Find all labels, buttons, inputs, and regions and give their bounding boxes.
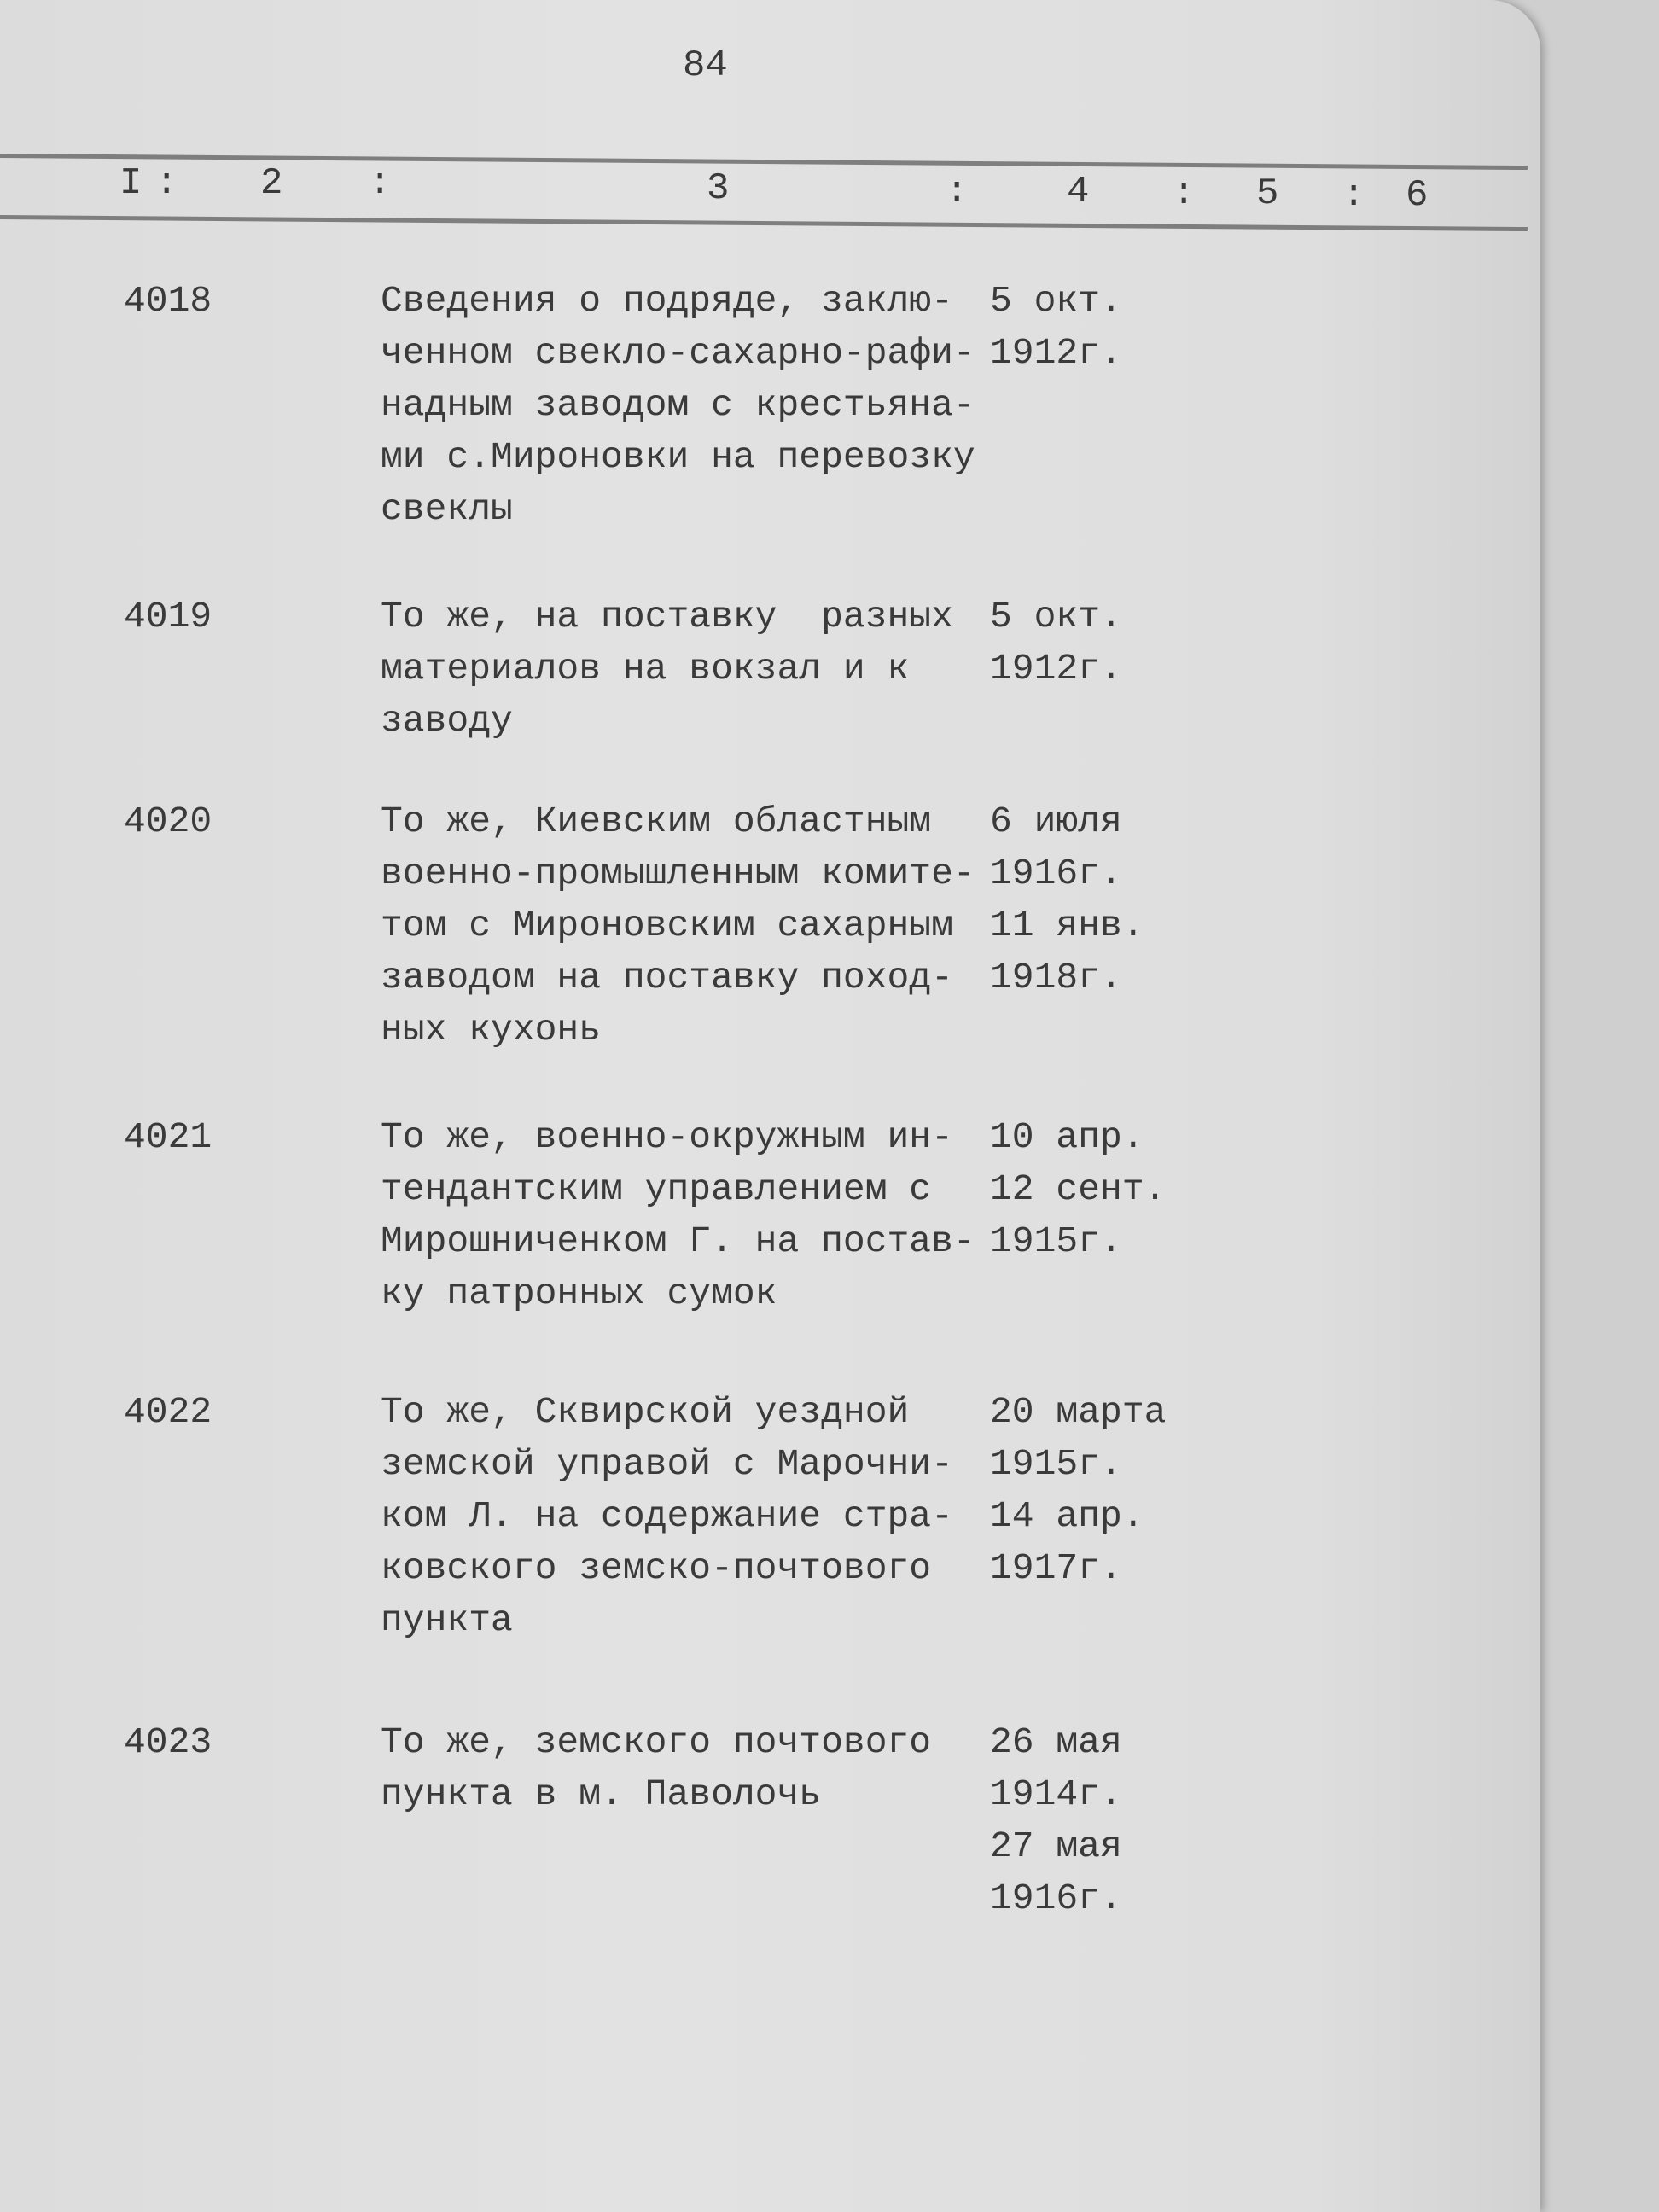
- entry-number: 4020: [124, 800, 212, 842]
- description-line: свеклы: [381, 488, 513, 530]
- date-line: 1912г.: [990, 648, 1122, 690]
- header-top-rule: [0, 154, 1528, 170]
- description-line: То же, Киевским областным: [381, 800, 932, 842]
- entry-dates: [990, 795, 1144, 1004]
- date-line: 1916г.: [990, 1877, 1122, 1919]
- description-line: материалов на вокзал и к: [381, 648, 910, 690]
- date-line: 10 апр.: [990, 1116, 1144, 1158]
- description-line: надным заводом с крестьяна-: [381, 384, 975, 426]
- description-line: заводу: [381, 700, 513, 742]
- column-header-2: 2: [260, 162, 283, 205]
- description-line: заводом на поставку поход-: [381, 957, 953, 998]
- date-line: 1912г.: [990, 332, 1122, 374]
- date-line: 6 июля: [990, 800, 1122, 842]
- description-line: пункта в м. Паволочь: [381, 1773, 822, 1815]
- entry-dates: [990, 1386, 1166, 1594]
- description-line: ком Л. на содержание стра-: [381, 1495, 953, 1537]
- description-line: ку патронных сумок: [381, 1272, 777, 1314]
- date-line: 5 окт.: [990, 596, 1122, 637]
- description-line: То же, земского почтового: [381, 1721, 932, 1763]
- entry-description: [381, 1111, 975, 1319]
- description-line: То же, Сквирской уездной: [381, 1391, 910, 1433]
- entry-number: 4019: [124, 596, 212, 637]
- description-line: военно-промышленным комите-: [381, 853, 975, 894]
- date-line: 27 мая: [990, 1825, 1122, 1867]
- description-line: тендантским управлением с: [381, 1168, 932, 1210]
- date-line: 1916г.: [990, 853, 1122, 894]
- date-line: 20 марта: [990, 1391, 1167, 1433]
- entry-description: [381, 1716, 931, 1820]
- column-header-3: 3: [707, 167, 730, 210]
- entry-dates: [990, 1111, 1166, 1267]
- description-line: том с Мироновским сахарным: [381, 905, 953, 946]
- entry-number: 4022: [124, 1391, 212, 1433]
- description-line: Мирошниченком Г. на постав-: [381, 1220, 975, 1262]
- description-line: ных кухонь: [381, 1009, 602, 1051]
- entry-description: [381, 795, 975, 1056]
- description-line: пункта: [381, 1599, 513, 1641]
- column-separator: :: [155, 162, 178, 205]
- column-header-5: 5: [1256, 172, 1279, 215]
- date-line: 1914г.: [990, 1773, 1122, 1815]
- date-line: 14 апр.: [990, 1495, 1144, 1537]
- date-line: 11 янв.: [990, 905, 1144, 946]
- column-separator: :: [369, 162, 392, 205]
- entry-description: [381, 1386, 953, 1646]
- description-line: ковского земско-почтового: [381, 1547, 932, 1589]
- entry-dates: [990, 275, 1122, 379]
- date-line: 1917г.: [990, 1547, 1122, 1589]
- description-line: То же, на поставку разных: [381, 596, 953, 637]
- column-header-1: I: [119, 162, 143, 205]
- date-line: 1918г.: [990, 957, 1122, 998]
- entry-number: 4021: [124, 1116, 212, 1158]
- description-line: ченном свекло-сахарно-рафи-: [381, 332, 975, 374]
- description-line: ми с.Мироновки на перевозку: [381, 436, 975, 478]
- entry-dates: [990, 591, 1122, 695]
- column-header-4: 4: [1067, 171, 1090, 213]
- entry-number: 4018: [124, 280, 212, 322]
- date-line: 5 окт.: [990, 280, 1122, 322]
- entry-description: [381, 591, 953, 747]
- column-separator: :: [1342, 174, 1365, 217]
- date-line: 26 мая: [990, 1721, 1122, 1763]
- description-line: Сведения о подряде, заклю-: [381, 280, 953, 322]
- column-separator: :: [946, 171, 969, 213]
- date-line: 1915г.: [990, 1220, 1122, 1262]
- header-bottom-rule: [0, 215, 1528, 231]
- entry-dates: [990, 1716, 1122, 1924]
- description-line: земской управой с Марочни-: [381, 1443, 953, 1485]
- date-line: 1915г.: [990, 1443, 1122, 1485]
- column-header-6: 6: [1406, 174, 1429, 217]
- page-number: 84: [683, 44, 728, 87]
- date-line: 12 сент.: [990, 1168, 1167, 1210]
- description-line: То же, военно-окружным ин-: [381, 1116, 953, 1158]
- entry-number: 4023: [124, 1721, 212, 1763]
- column-separator: :: [1173, 172, 1196, 215]
- entry-description: [381, 275, 975, 535]
